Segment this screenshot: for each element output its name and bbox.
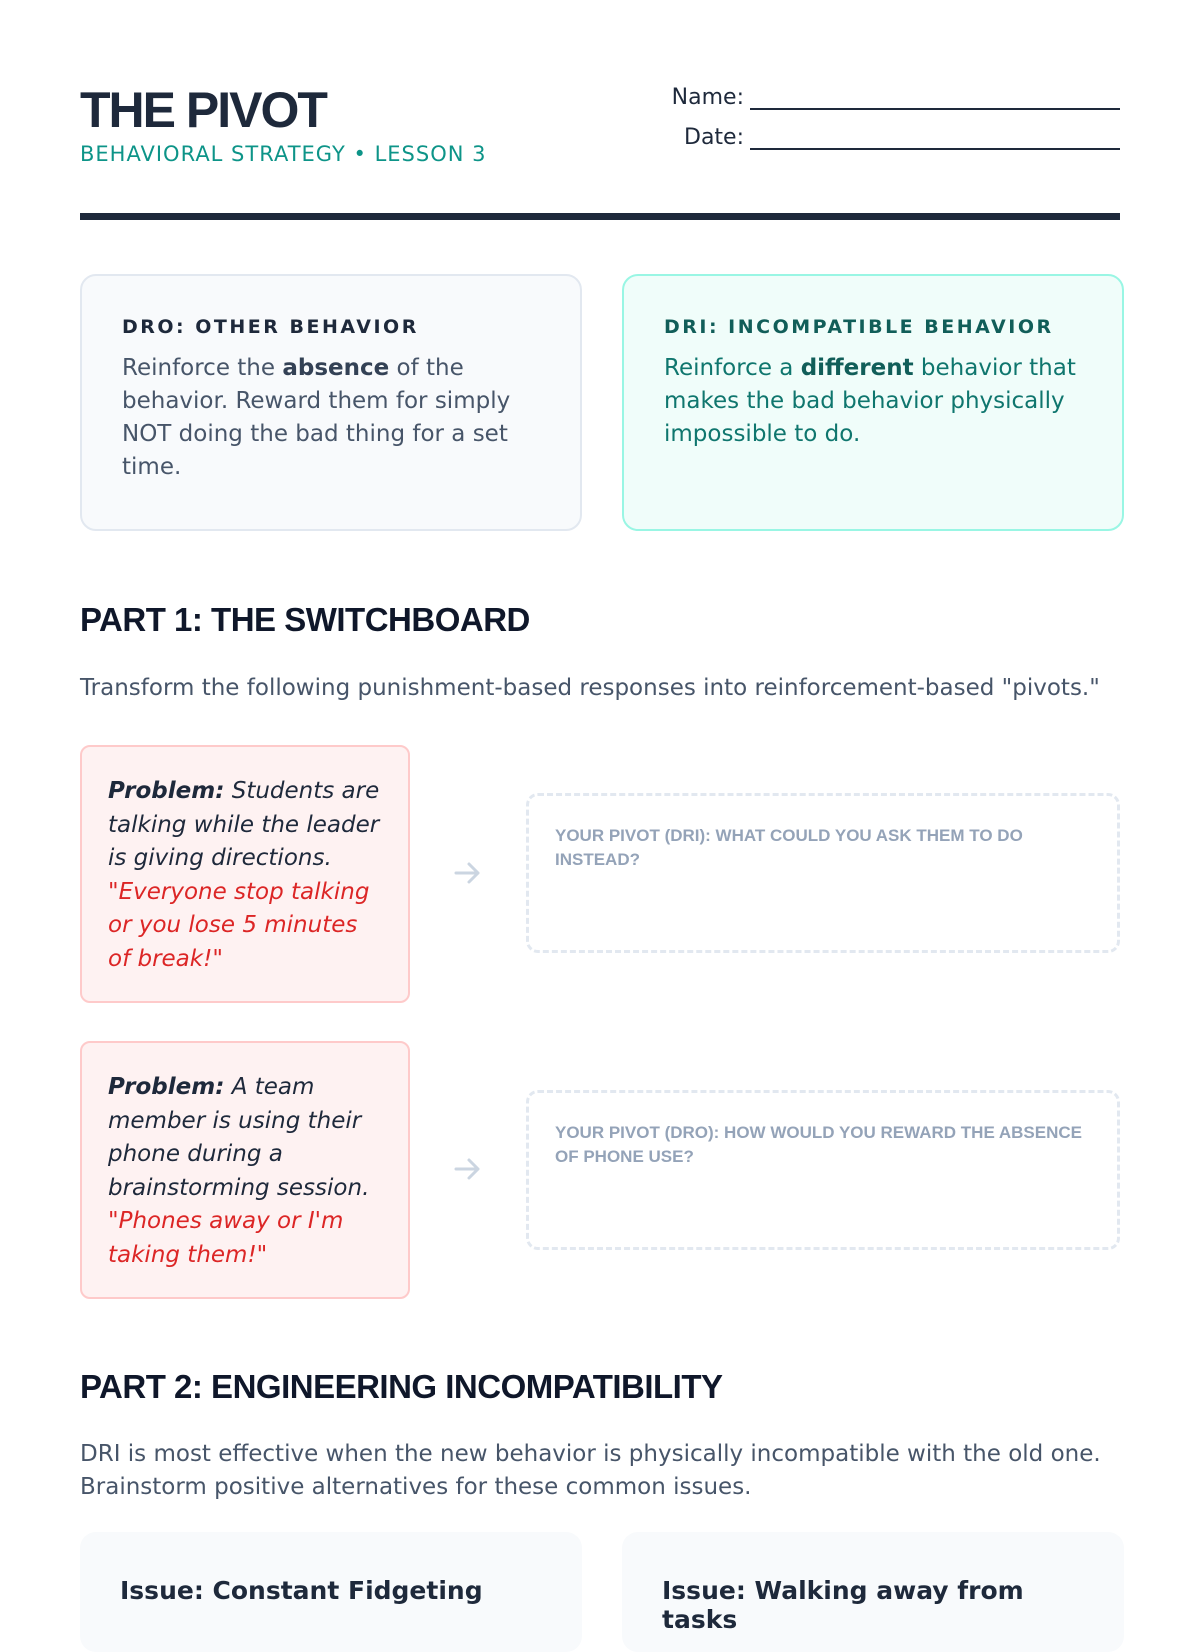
problem-card [80, 1041, 410, 1299]
page-subtitle: BEHAVIORAL STRATEGY • LESSON 3 [80, 142, 487, 166]
issue-card [80, 1532, 582, 1652]
name-field[interactable] [672, 80, 1120, 110]
dri-text-bold: different [800, 355, 914, 381]
dri-heading: DRI: INCOMPATIBLE BEHAVIOR [664, 316, 1054, 338]
issue-title: Issue: Constant Fidgeting [120, 1576, 483, 1605]
arrow-right-icon [450, 855, 486, 891]
problem-label: Problem: [108, 778, 225, 804]
name-line[interactable] [750, 88, 1120, 110]
dro-text [122, 352, 540, 484]
worksheet-header [80, 80, 1120, 220]
punishment-quote: "Everyone stop talking or you lose 5 minutes of break!" [108, 878, 370, 972]
dri-text-before: Reinforce a [664, 355, 801, 381]
dri-definition-card [622, 274, 1124, 531]
problem-text: A team member is using their phone during a brainstorming session. [108, 1074, 370, 1201]
dro-text-before: Reinforce the [122, 355, 283, 381]
pivot-prompt: YOUR PIVOT (DRI): WHAT COULD YOU ASK THEM TO DO INSTEAD? [555, 826, 1023, 869]
part1-heading: PART 1: THE SWITCHBOARD [80, 601, 530, 638]
part1-intro: Transform the following punishment-based responses into reinforcement-based "pivots." [80, 675, 1100, 701]
date-label: Date: [684, 125, 744, 150]
pivot-answer-box[interactable] [526, 1090, 1120, 1250]
header-divider [80, 213, 1120, 220]
punishment-quote: "Phones away or I'm taking them!" [108, 1208, 344, 1268]
problem-card [80, 745, 410, 1003]
pivot-answer-box[interactable] [526, 793, 1120, 953]
page-title: THE PIVOT [80, 82, 326, 138]
name-label: Name: [671, 85, 744, 110]
pivot-prompt: YOUR PIVOT (DRO): HOW WOULD YOU REWARD THE ABSENCE OF PHONE USE? [555, 1123, 1082, 1166]
dro-heading: DRO: OTHER BEHAVIOR [122, 316, 419, 338]
problem-text: Students are talking while the leader is giving directions. [108, 778, 380, 871]
dro-text-after: of the behavior. Reward them for simply NOT doing the bad thing for a set time. [122, 355, 511, 480]
issue-title: Issue: Walking away from tasks [662, 1576, 1024, 1634]
part2-intro: DRI is most effective when the new behavior is physically incompatible with the old one. Brainstorm positive alternatives for these common issues. [80, 1441, 1101, 1500]
date-line[interactable] [750, 128, 1120, 150]
dro-text-bold: absence [282, 355, 390, 381]
dri-text-after: behavior that makes the bad behavior physically impossible to do. [664, 355, 1076, 447]
issue-card [622, 1532, 1124, 1652]
arrow-right-icon [450, 1151, 486, 1187]
problem-label: Problem: [108, 1074, 225, 1100]
date-field[interactable] [684, 120, 1120, 150]
dro-definition-card [80, 274, 582, 531]
dri-text [664, 352, 1082, 451]
part2-heading: PART 2: ENGINEERING INCOMPATIBILITY [80, 1368, 723, 1405]
